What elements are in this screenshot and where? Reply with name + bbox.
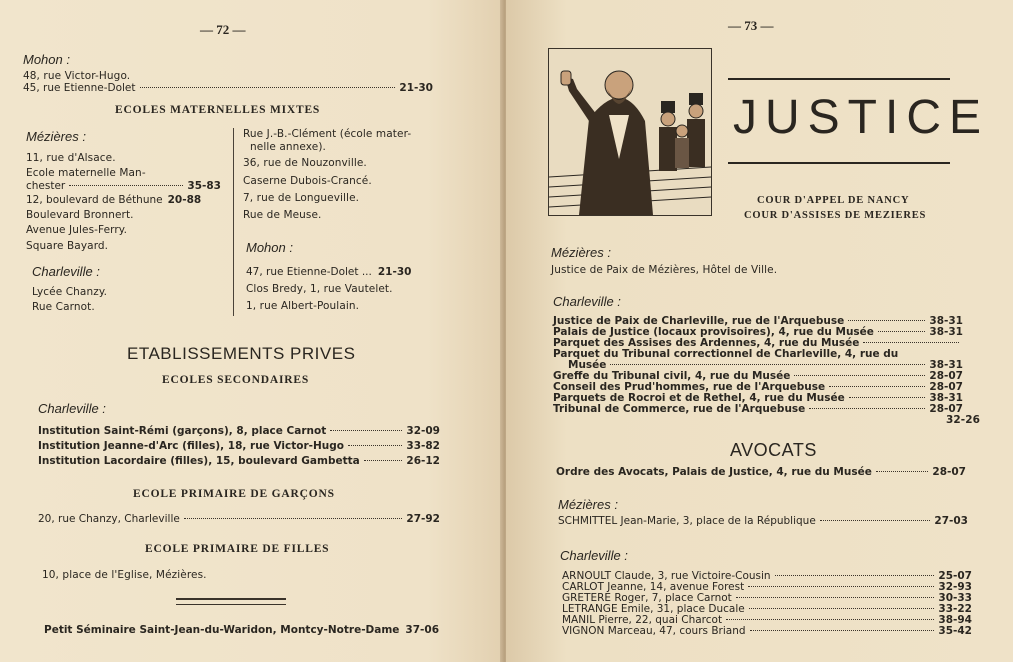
list-item: 48, rue Victor-Hugo.	[23, 70, 131, 82]
list-item: Institution Lacordaire (filles), 15, boulevard Gambetta 26-12	[38, 455, 440, 467]
list-item: Palais de Justice (locaux provisoires), 4, rue du Musée 38-31	[553, 326, 963, 338]
section-heading: Charleville :	[553, 294, 621, 309]
page-73	[506, 0, 1013, 662]
section-heading: Charleville :	[38, 401, 106, 416]
section-heading: Mohon :	[23, 52, 70, 67]
court-name: COUR D'APPEL DE NANCY	[757, 195, 910, 206]
list-item: Caserne Dubois-Crancé.	[243, 175, 372, 187]
column-divider	[233, 128, 234, 316]
title-rule-bottom	[728, 162, 950, 164]
list-item: Petit Séminaire Saint-Jean-du-Waridon, Montcy-Notre-Dame 37-06	[44, 624, 440, 636]
list-item: nelle annexe).	[250, 141, 326, 153]
list-item: Clos Bredy, 1, rue Vautelet.	[246, 283, 393, 295]
section-title: ECOLE PRIMAIRE DE FILLES	[145, 543, 330, 555]
page-number: — 73 —	[728, 18, 774, 33]
page-number: — 72 —	[200, 22, 246, 37]
list-item: Ordre des Avocats, Palais de Justice, 4, rue du Musée 28-07	[556, 466, 966, 478]
page-title: JUSTICE	[733, 91, 990, 144]
list-item: SCHMITTEL Jean-Marie, 3, place de la République 27-03	[558, 515, 968, 527]
section-heading: Mézières :	[26, 129, 86, 144]
court-name: COUR D'ASSISES DE MEZIERES	[744, 210, 927, 221]
list-item: Lycée Chanzy.	[32, 286, 108, 298]
section-title: ECOLE PRIMAIRE DE GARÇONS	[133, 488, 335, 500]
list-item: 7, rue de Longueville.	[243, 192, 360, 204]
list-item: ARNOULT Claude, 3, rue Victoire-Cousin 25-07	[562, 570, 972, 582]
list-item: 47, rue Etienne-Dolet ... 21-30	[246, 266, 412, 278]
list-item: 20, rue Chanzy, Charleville 27-92	[38, 513, 440, 525]
list-item: Square Bayard.	[26, 240, 109, 252]
list-item: Ecole maternelle Man-	[26, 167, 146, 179]
section-heading: Charleville :	[32, 264, 100, 279]
list-item: VIGNON Marceau, 47, cours Briand 35-42	[562, 625, 972, 637]
list-item: 12, boulevard de Béthune 20-88	[26, 194, 202, 206]
list-item: chester 35-83	[26, 180, 221, 192]
list-item: Rue de Meuse.	[243, 209, 322, 221]
list-item: Rue Carnot.	[32, 301, 95, 313]
list-item: 11, rue d'Alsace.	[26, 152, 116, 164]
page-72	[0, 0, 503, 662]
section-title: ECOLES MATERNELLES MIXTES	[115, 104, 321, 116]
list-item: Parquet du Tribunal correctionnel de Charleville, 4, rue du	[553, 348, 899, 360]
list-item: Justice de Paix de Mézières, Hôtel de Ville.	[551, 264, 778, 276]
list-item: Rue J.-B.-Clément (école mater-	[243, 128, 412, 140]
list-item: Institution Jeanne-d'Arc (filles), 18, rue Victor-Hugo 33-82	[38, 440, 440, 452]
list-item: Avenue Jules-Ferry.	[26, 224, 128, 236]
list-item: 36, rue de Nouzonville.	[243, 157, 367, 169]
section-title: AVOCATS	[730, 440, 817, 460]
list-item: 1, rue Albert-Poulain.	[246, 300, 360, 312]
section-heading: Mohon :	[246, 240, 293, 255]
ornament-divider	[176, 598, 286, 605]
list-item: Greffe du Tribunal civil, 4, rue du Musée 28-07	[553, 370, 963, 382]
section-heading: Charleville :	[560, 548, 628, 563]
list-item: GRETERE Roger, 7, place Carnot 30-33	[562, 592, 972, 604]
judge-illustration-icon	[549, 49, 711, 215]
list-item: Parquets de Rocroi et de Rethel, 4, rue du Musée 38-31	[553, 392, 963, 404]
section-heading: Mézières :	[551, 245, 611, 260]
list-item: 45, rue Etienne-Dolet 21-30	[23, 82, 433, 94]
list-item: Institution Saint-Rémi (garçons), 8, place Carnot 32-09	[38, 425, 440, 437]
list-item: Conseil des Prud'hommes, rue de l'Arquebuse 28-07	[553, 381, 963, 393]
list-item: Boulevard Bronnert.	[26, 209, 134, 221]
list-item: Tribunal de Commerce, rue de l'Arquebuse 28-07	[553, 403, 963, 415]
list-item: MANIL Pierre, 22, quai Charcot 38-94	[562, 614, 972, 626]
list-item: Musée 38-31	[568, 359, 963, 371]
judge-illustration	[548, 48, 712, 216]
list-item: CARLOT Jeanne, 14, avenue Forest 32-93	[562, 581, 972, 593]
title-rule-top	[728, 78, 950, 80]
section-title: ETABLISSEMENTS PRIVES	[127, 344, 356, 363]
list-item: 10, place de l'Eglise, Mézières.	[42, 569, 207, 581]
section-heading: Mézières :	[558, 497, 618, 512]
list-item: Justice de Paix de Charleville, rue de l'Arquebuse 38-31	[553, 315, 963, 327]
list-item: Parquet des Assises des Ardennes, 4, rue du Musée	[553, 337, 963, 349]
section-subtitle: ECOLES SECONDAIRES	[162, 374, 310, 386]
list-number: 32-26	[946, 414, 981, 426]
list-item: LETRANGE Emile, 31, place Ducale 33-22	[562, 603, 972, 615]
